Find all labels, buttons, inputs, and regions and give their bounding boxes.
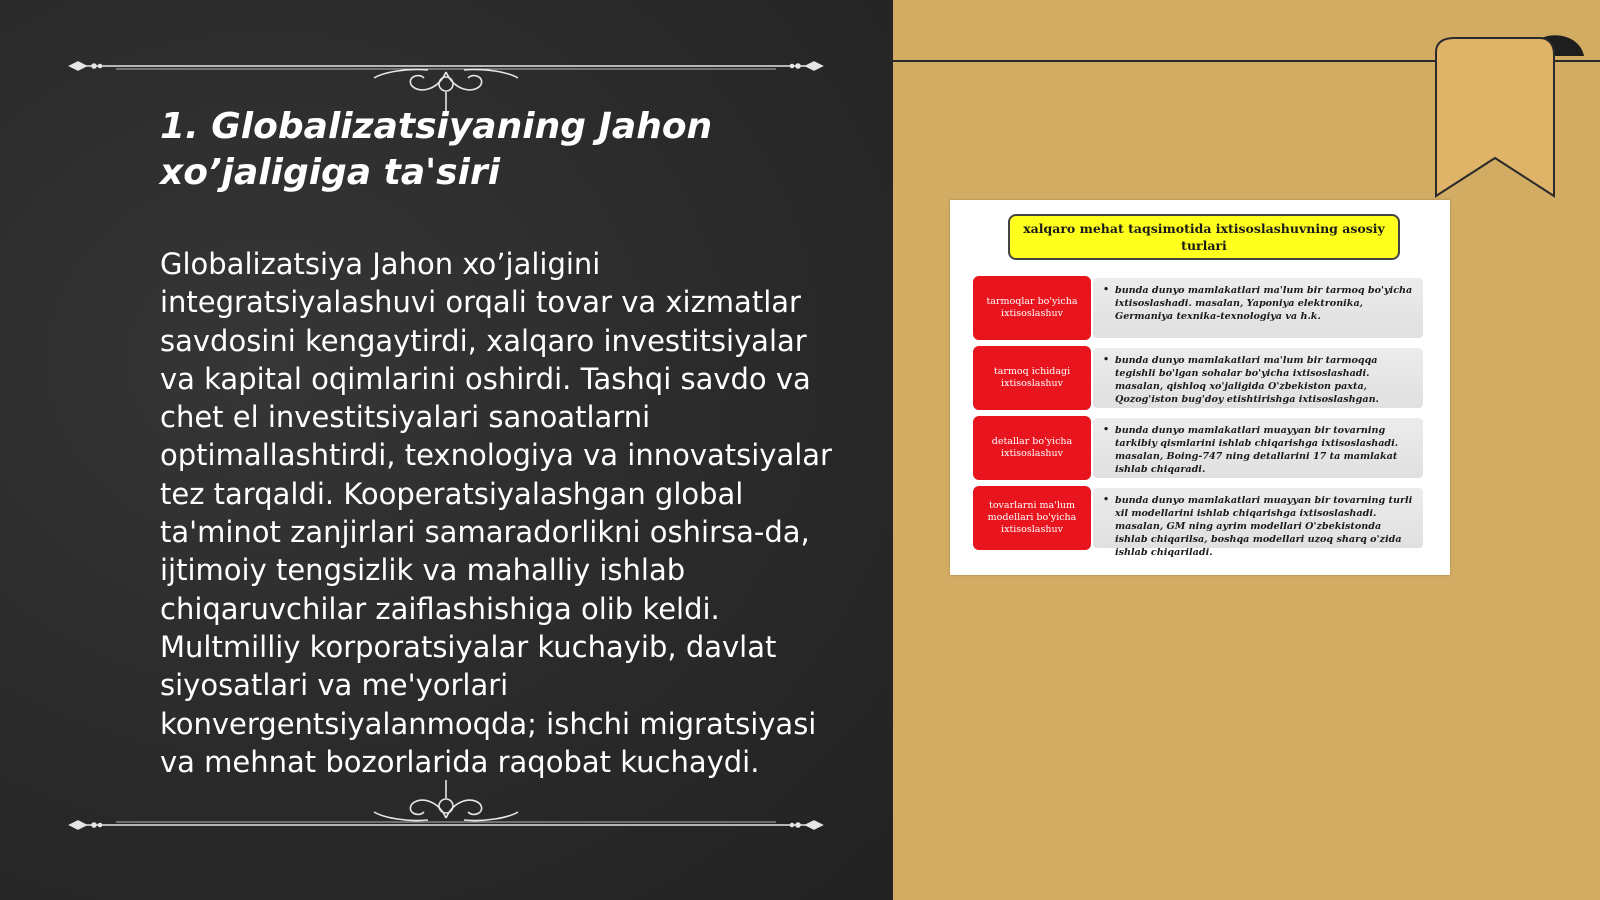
diagram-row (973, 486, 1423, 558)
diagram-row (973, 346, 1423, 410)
diagram-row-text: • bunda dunyo mamlakatlari muayyan bir tovarning tarkibiy qismlarini ishlab chiqarishga ixtisoslashadi. masalan, Boing-747 ning detallarini 17 ta mamlakat ishlab chiqaradi. (1093, 418, 1423, 478)
diagram-row-label: tarmoq ichidagi ixtisoslashuv (973, 346, 1091, 410)
bookmark-ribbon-icon (1430, 30, 1600, 200)
diagram-row-label: tovarlarni ma'lum modellari bo'yicha ixtisoslashuv (973, 486, 1091, 550)
diagram-row-label: detallar bo'yicha ixtisoslashuv (973, 416, 1091, 480)
diagram-title: xalqaro mehat taqsimotida ixtisoslashuvning asosiy turlari (1008, 214, 1400, 260)
diagram-row-text: • bunda dunyo mamlakatlari ma'lum bir tarmoqqa tegishli bo'lgan sohalar bo'yicha ixtisoslashadi. masalan, qishloq xo'jaligida O'zbekiston paxta, Qozog'iston bug'doy etishtirishga ixtisoslashgan. (1093, 348, 1423, 408)
diagram-row-text: • bunda dunyo mamlakatlari muayyan bir tovarning turli xil modellarini ishlab chiqarishga ixtisoslashadi. masalan, GM ning ayrim modellari O'zbekistonda ishlab chiqarilsa, boshqa modellari uzoq sharq o'zida ishlab chiqariladi. (1093, 488, 1423, 548)
slide-body-text: Globalizatsiya Jahon xo’jaligini integratsiyalashuvi orqali tovar va xizmatlar savdosini kengaytirdi, xalqaro investitsiyalar va kapital oqimlarini oshirdi. Tashqi savdo va chet el investitsiyalari sanoatlarni optimallashtirdi, texnologiya va innovatsiyalar tez tarqaldi. Kooperatsiyalashgan global ta'minot zanjirlari samaradorlikni oshirsa-da, ijtimoiy tengsizlik va mahalliy ishlab chiqaruvchilar zaiflashishiga olib keldi. Multmilliy korporatsiyalar kuchayib, davlat siyosatlari va me'yorlari konvergentsiyalanmoqda; ishchi migratsiyasi va mehnat bozorlarida raqobat kuchaydi. (160, 247, 832, 779)
diagram-row-label: tarmoqlar bo'yicha ixtisoslashuv (973, 276, 1091, 340)
specialization-diagram-image (950, 200, 1450, 575)
diagram-row (973, 276, 1423, 340)
diagram-row (973, 416, 1423, 480)
diagram-row-text: • bunda dunyo mamlakatlari ma'lum bir tarmoq bo'yicha ixtisoslashadi. masalan, Yaponiya elektronika, Germaniya texnika-texnologiya va h.k. (1093, 278, 1423, 338)
top-ornament-divider (68, 42, 824, 102)
bottom-ornament-divider (68, 780, 824, 840)
slide-title: 1. Globalizatsiyaning Jahon xo’jaligiga ta'siri (160, 106, 713, 193)
